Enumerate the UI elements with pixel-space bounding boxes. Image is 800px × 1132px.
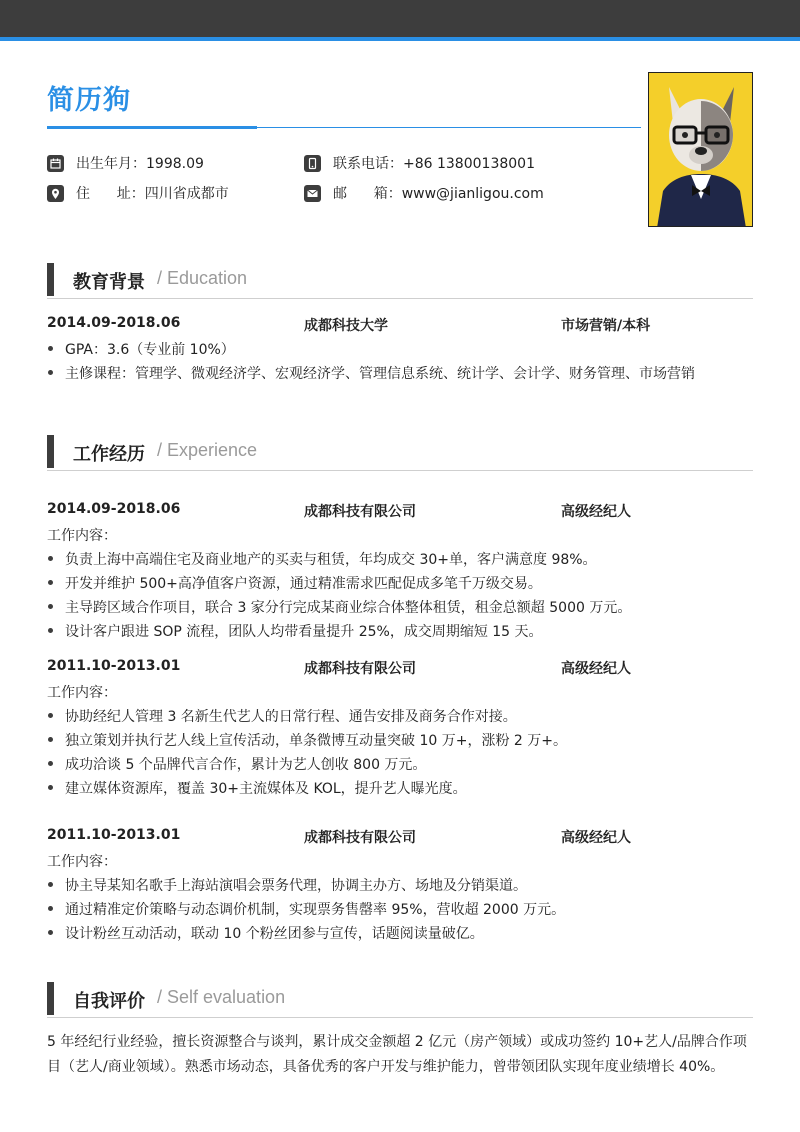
section-subtitle: / Experience — [157, 440, 258, 460]
experience-header — [47, 435, 753, 471]
section-divider — [47, 298, 753, 299]
entry-label: 工作内容： — [47, 854, 117, 870]
info-email — [304, 183, 544, 203]
list-item: 设计客户跟进 SOP 流程，团队人均带看量提升 25%，成交周期缩短 15 天。 — [47, 621, 543, 641]
entry-date: 2011.10-2013.01 — [47, 827, 181, 843]
entry-company: 成都科技有限公司 — [304, 830, 416, 846]
list-item: 成功洽谈 5 个品牌代言合作，累计为艺人创收 800 万元。 — [47, 754, 426, 774]
location-icon — [47, 185, 64, 202]
name-divider-accent — [47, 126, 257, 129]
info-phone-text: 联系电话：+86 13800138001 — [333, 156, 535, 172]
top-accent-line — [0, 37, 800, 41]
list-item: GPA：3.6（专业前 10%） — [47, 339, 235, 359]
info-phone — [304, 153, 535, 173]
section-title: 教育背景 — [73, 272, 145, 293]
section-marker — [47, 263, 54, 296]
entry-company: 成都科技有限公司 — [304, 661, 416, 677]
info-birth-text: 出生年月：1998.09 — [76, 156, 204, 172]
experience-entry-header — [47, 501, 753, 521]
section-title: 自我评价 — [73, 991, 145, 1012]
entry-label: 工作内容： — [47, 528, 117, 544]
entry-company: 成都科技有限公司 — [304, 504, 416, 520]
self-evaluation-header — [47, 982, 753, 1018]
section-marker — [47, 982, 54, 1015]
resume-name: 简历狗 — [47, 85, 131, 116]
education-entry-header — [47, 315, 753, 335]
list-item: 协主导某知名歌手上海站演唱会票务代理，协调主办方、场地及分销渠道。 — [47, 875, 527, 895]
phone-icon — [304, 155, 321, 172]
entry-role: 高级经纪人 — [561, 830, 631, 846]
list-item: 建立媒体资源库，覆盖 30+主流媒体及 KOL，提升艺人曝光度。 — [47, 778, 467, 798]
entry-label: 工作内容： — [47, 685, 117, 701]
list-item: 独立策划并执行艺人线上宣传活动，单条微博互动量突破 10 万+，涨粉 2 万+。 — [47, 730, 567, 750]
list-item: 主导跨区域合作项目，联合 3 家分行完成某商业综合体整体租赁，租金总额超 5000 万元。 — [47, 597, 631, 617]
section-marker — [47, 435, 54, 468]
list-item: 负责上海中高端住宅及商业地产的买卖与租赁，年均成交 30+单，客户满意度 98%。 — [47, 549, 597, 569]
info-address-text: 住 址：四川省成都市 — [76, 186, 229, 202]
info-address — [47, 183, 229, 203]
top-bar — [0, 0, 800, 37]
info-birth — [47, 153, 204, 173]
education-header — [47, 263, 753, 299]
list-item: 协助经纪人管理 3 名新生代艺人的日常行程、通告安排及商务合作对接。 — [47, 706, 517, 726]
entry-date: 2014.09-2018.06 — [47, 315, 181, 331]
list-item: 主修课程：管理学、微观经济学、宏观经济学、管理信息系统、统计学、会计学、财务管理、市场营销 — [47, 363, 695, 383]
entry-date: 2014.09-2018.06 — [47, 501, 181, 517]
entry-role: 高级经纪人 — [561, 661, 631, 677]
section-subtitle: / Self evaluation — [157, 987, 286, 1007]
section-divider — [47, 470, 753, 471]
entry-role: 高级经纪人 — [561, 504, 631, 520]
list-item: 通过精准定价策略与动态调价机制，实现票务售罄率 95%，营收超 2000 万元。 — [47, 899, 565, 919]
self-evaluation-text: 5 年经纪行业经验，擅长资源整合与谈判，累计成交金额超 2 亿元（房产领域）或成功签约 10+艺人/品牌合作项目（艺人/商业领域）。熟悉市场动态，具备优秀的客户开发与维护能力，曾带领团队实现年度业绩增长 40%。 — [47, 1034, 747, 1075]
experience-entry-header — [47, 658, 753, 678]
entry-date: 2011.10-2013.01 — [47, 658, 181, 674]
profile-photo — [648, 72, 753, 227]
entry-major: 市场营销/本科 — [561, 318, 651, 334]
entry-school: 成都科技大学 — [304, 318, 388, 334]
info-email-text: 邮 箱：www@jianligou.com — [333, 186, 544, 202]
mail-icon — [304, 185, 321, 202]
list-item: 开发并维护 500+高净值客户资源，通过精准需求匹配促成多笔千万级交易。 — [47, 573, 542, 593]
list-item: 设计粉丝互动活动，联动 10 个粉丝团参与宣传，话题阅读量破亿。 — [47, 923, 484, 943]
section-divider — [47, 1017, 753, 1018]
section-subtitle: / Education — [157, 268, 248, 288]
section-title: 工作经历 — [73, 444, 145, 465]
calendar-icon — [47, 155, 64, 172]
experience-entry-header — [47, 827, 753, 847]
